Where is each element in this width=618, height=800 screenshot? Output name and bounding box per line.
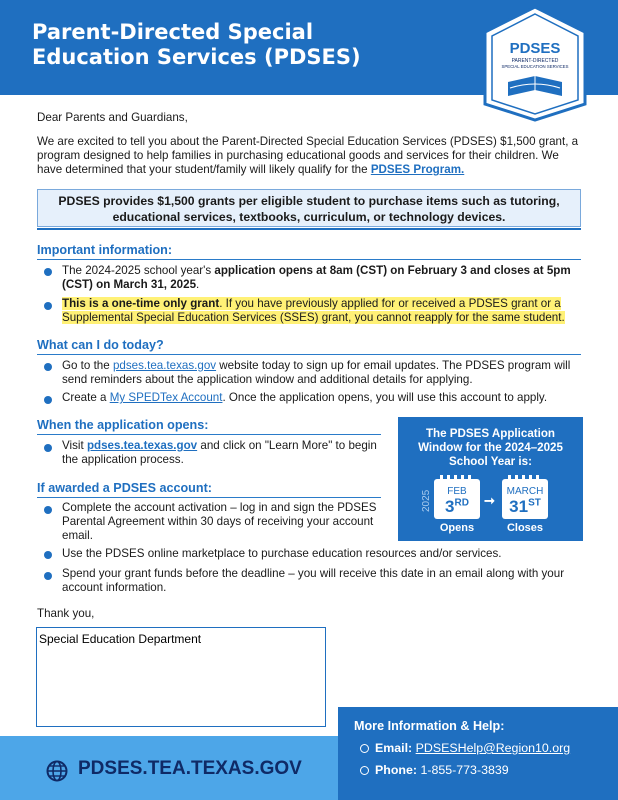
logo-abbr: PDSES	[509, 40, 561, 57]
help-panel	[338, 707, 618, 800]
close-date-calendar-icon	[502, 479, 548, 519]
circle-bullet-icon	[360, 766, 369, 775]
calendar-rings	[508, 475, 542, 481]
open-date-calendar-icon	[434, 479, 480, 519]
window-title-line-2: Window for the 2024–2025	[418, 441, 563, 454]
awarded-bullet-3-line-2: account information.	[62, 581, 167, 594]
open-day-number: 3	[445, 497, 455, 516]
opens-b1-pre: Visit	[62, 439, 84, 452]
bullet-icon	[44, 268, 52, 276]
today-divider	[37, 354, 581, 355]
bullet-icon	[44, 363, 52, 371]
greeting: Dear Parents and Guardians,	[37, 111, 188, 124]
logo-sub-1: PARENT-DIRECTED	[511, 58, 559, 64]
opens-label: Opens	[439, 522, 475, 534]
close-day	[502, 497, 548, 517]
awarded-bullet-1-line-1: Complete the account activation – log in and sign the PDSES	[62, 501, 377, 514]
opens-b1-post: and click on "Learn More" to begin	[200, 439, 377, 452]
bullet-icon	[44, 506, 52, 514]
important-b1-pre: The 2024-2025 school year's	[62, 264, 212, 277]
today-b1-pre: Go to the	[62, 359, 110, 372]
intro-line-1: We are excited to tell you about the Parent-Directed Special Education Services (PDSES) $1,500 grant, a	[37, 135, 579, 148]
important-b1-bold-2: (CST) on March 31, 2025	[62, 278, 197, 291]
important-bullet-2-line-1	[62, 297, 561, 311]
callout-line-1: PDSES provides $1,500 grants per eligible student to purchase items such as tutoring,	[58, 194, 560, 208]
help-email-row	[360, 741, 570, 755]
pdses-logo	[480, 4, 590, 122]
closes-label: Closes	[506, 522, 544, 534]
today-b2-pre: Create a	[62, 391, 107, 404]
important-b2-rest-1: . If you have previously applied for or received a PDSES grant or a	[219, 297, 561, 310]
bullet-icon	[44, 444, 52, 452]
bullet-icon	[44, 551, 52, 559]
opens-bullet-1-line-1	[62, 439, 377, 453]
callout-divider	[37, 228, 581, 230]
bullet-icon	[44, 572, 52, 580]
pdses-site-link-2[interactable]: pdses.tea.texas.gov	[86, 439, 198, 452]
footer-url-text: PDSES.TEA.TEXAS.GOV	[78, 758, 302, 779]
open-day	[434, 497, 480, 517]
today-heading: What can I do today?	[37, 338, 164, 352]
phone-label: Phone:	[375, 763, 417, 777]
footer-url[interactable]	[46, 758, 302, 780]
awarded-bullet-3-line-1: Spend your grant funds before the deadline – you will receive this date in an email along with your	[62, 567, 565, 580]
important-bullet-2-line-2	[62, 311, 565, 325]
bullet-icon	[44, 396, 52, 404]
awarded-heading: If awarded a PDSES account:	[37, 481, 212, 495]
calendar-rings	[440, 475, 474, 481]
email-label: Email:	[375, 741, 413, 755]
callout-line-2: educational services, textbooks, curriculum, or technology devices.	[112, 210, 506, 224]
close-day-suffix: ST	[528, 497, 541, 509]
important-heading: Important information:	[37, 243, 173, 257]
grant-callout	[37, 189, 581, 227]
spedtex-account-link[interactable]: My SPEDTex Account	[109, 391, 223, 404]
important-bullet-1-line-1	[62, 264, 571, 278]
thanks-text: Thank you,	[37, 607, 95, 620]
title-line-2: Education Services (PDSES)	[32, 45, 361, 69]
important-divider	[37, 259, 581, 260]
opens-heading: When the application opens:	[37, 418, 209, 432]
open-month: FEB	[447, 486, 467, 497]
intro-line-3	[37, 163, 464, 177]
opens-bullet-1-line-2: the application process.	[62, 453, 184, 466]
page-title	[32, 20, 392, 70]
awarded-bullet-1-line-2: Parental Agreement within 30 days of receiving your account	[62, 515, 374, 528]
awarded-bullet-2: Use the PDSES online marketplace to purchase education resources and/or services.	[62, 547, 502, 560]
close-month: MARCH	[506, 486, 544, 497]
signature-box	[36, 627, 326, 727]
open-day-suffix: RD	[454, 497, 469, 509]
pdses-site-link[interactable]: pdses.tea.texas.gov	[112, 359, 217, 372]
pdses-program-link[interactable]: PDSES Program.	[370, 163, 465, 176]
opens-divider	[37, 434, 381, 435]
awarded-divider	[37, 497, 381, 498]
window-year: 2025	[421, 489, 432, 512]
help-phone-row	[360, 763, 509, 777]
signature-text: Special Education Department	[39, 632, 202, 646]
today-bullet-1-line-1	[62, 359, 570, 373]
today-b1-post: website today to sign up for email updates. The PDSES program will	[219, 359, 571, 372]
today-bullet-2	[62, 391, 547, 405]
arrow-right-icon: ➞	[484, 493, 495, 508]
intro-line-3-text: have determined that your student/family will likely qualify for the	[37, 163, 368, 176]
today-b2-post: . Once the application opens, you will use this account to apply.	[222, 391, 548, 404]
important-bullet-1-line-2	[62, 278, 199, 292]
globe-icon	[46, 760, 68, 782]
logo-sub-2: SPECIAL EDUCATION SERVICES	[501, 64, 569, 69]
application-window-box	[398, 417, 583, 541]
important-b1-end: .	[196, 278, 200, 291]
awarded-bullet-1-line-3: email.	[62, 529, 93, 542]
today-bullet-1-line-2: send reminders about the application window and additional details for applying.	[62, 373, 473, 386]
close-day-number: 31	[509, 497, 529, 516]
help-heading: More Information & Help:	[354, 719, 505, 733]
window-title-line-3: School Year is:	[449, 455, 532, 468]
circle-bullet-icon	[360, 744, 369, 753]
important-b2-rest-2: Supplemental Special Education Services (SSES) grant, you cannot reapply for the same student.	[62, 311, 565, 324]
window-box-title	[398, 427, 583, 469]
help-phone[interactable]: 1-855-773-3839	[420, 763, 509, 777]
title-line-1: Parent-Directed Special	[32, 20, 314, 44]
important-b2-bold: This is a one-time only grant	[62, 297, 220, 310]
important-b1-bold: application opens at 8am (CST) on February 3 and closes at 5pm	[214, 264, 571, 277]
window-title-line-1: The PDSES Application	[425, 427, 556, 440]
intro-line-2: program designed to help families in purchasing educational goods and services for their children. We	[37, 149, 559, 162]
help-email-link[interactable]: PDSESHelp@Region10.org	[415, 741, 571, 755]
bullet-icon	[44, 302, 52, 310]
